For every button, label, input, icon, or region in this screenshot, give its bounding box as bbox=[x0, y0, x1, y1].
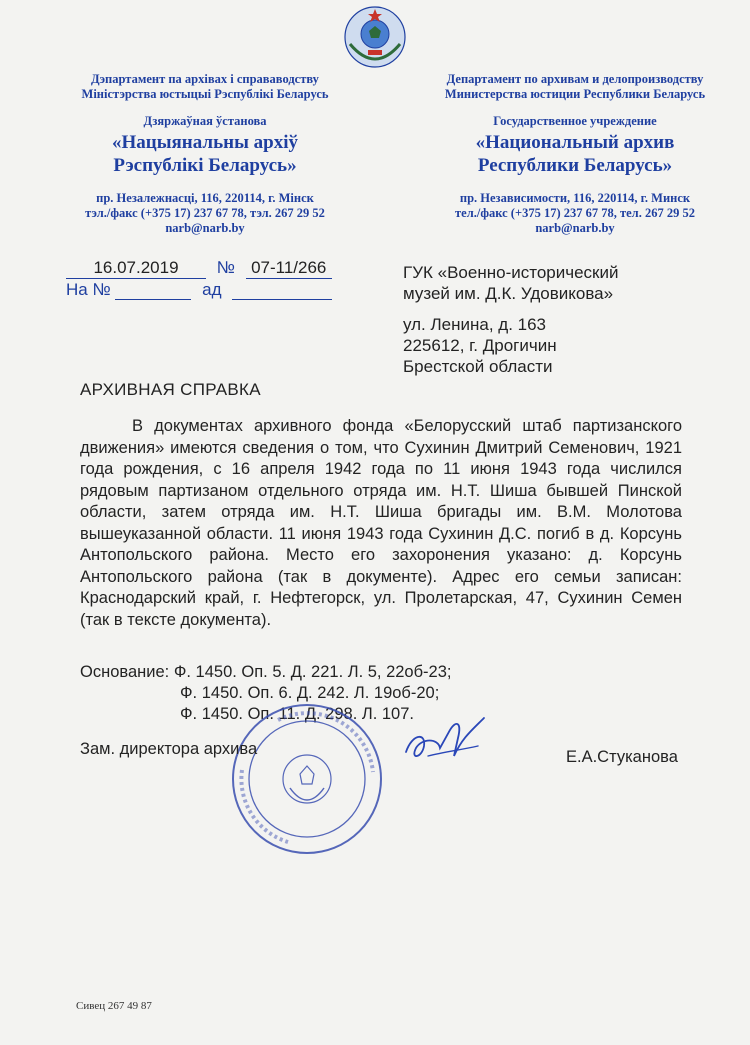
dept-name: Дэпартамент па архівах і справаводству bbox=[91, 72, 319, 86]
phone: тел./факс (+375 17) 237 67 78, тел. 267 29 52 bbox=[455, 206, 695, 220]
letterhead-russian bbox=[410, 72, 740, 236]
basis-ref: Ф. 1450. Оп. 6. Д. 242. Л. 19об-20; bbox=[180, 684, 440, 702]
recipient-line: ГУК «Военно-исторический bbox=[403, 263, 619, 282]
state-emblem-icon bbox=[342, 4, 408, 70]
handwritten-signature bbox=[398, 708, 490, 778]
registration-date: 16.07.2019 bbox=[66, 258, 206, 279]
letterhead-belarusian bbox=[40, 72, 370, 236]
ministry-name: Міністэрства юстыцыі Рэспублікі Беларусь bbox=[81, 87, 329, 101]
reference-from-label: ад bbox=[202, 280, 222, 299]
reference-number-blank bbox=[115, 283, 191, 300]
recipient-line: ул. Ленина, д. 163 bbox=[403, 315, 547, 334]
document-title: АРХИВНАЯ СПРАВКА bbox=[80, 380, 261, 399]
institution-name-line1: «Национальный архив bbox=[475, 132, 675, 153]
address: пр. Независимости, 116, 220114, г. Минск bbox=[459, 191, 691, 205]
recipient-line: Брестской области bbox=[403, 357, 553, 376]
institution-name-line2: Рэспублікі Беларусь» bbox=[113, 155, 297, 176]
recipient-line: 225612, г. Дрогичин bbox=[403, 336, 557, 355]
email: narb@narb.by bbox=[165, 221, 245, 235]
basis-ref: Ф. 1450. Оп. 5. Д. 221. Л. 5, 22об-23; bbox=[173, 663, 452, 681]
signatory-position: Зам. директора архива bbox=[80, 740, 258, 758]
registration-number: 07-11/266 bbox=[246, 258, 332, 279]
recipient-line: музей им. Д.К. Удовикова» bbox=[403, 284, 614, 303]
ministry-name: Министерства юстиции Республики Беларусь bbox=[444, 87, 706, 101]
email: narb@narb.by bbox=[535, 221, 615, 235]
basis-ref: Ф. 1450. Оп. 11. Д. 298. Л. 107. bbox=[180, 705, 414, 723]
certificate-body: В документах архивного фонда «Белорусский штаб партизанского движения» имеются сведения о том, что Сухинин Дмитрий Семенович, 1921 года рождения, с 16 апреля 1942 года по 11 июня 1943 года числился рядовым партизаном отдельного отряда им. Н.Т. Шиша бывшей Пинской области, затем отряда им. Н.Т. Шиша бригады им. В.М. Молотова вышеуказанной области. 11 июня 1943 года Сухинин Д.С. погиб в д. Корсунь Антопольского района. Место его захоронения указано: д. Корсунь Антопольского района (так в документе). Адрес его семьи записан: Краснодарский край, г. Нефтегорск, ул. Пролетарская, 47, Сухинин Семен (так в тексте документа). bbox=[80, 417, 682, 629]
basis-label: Основание: bbox=[80, 663, 170, 681]
institution-name-line1: «Нацыянальны архіў bbox=[111, 132, 299, 153]
dept-name: Департамент по архивам и делопроизводству bbox=[446, 72, 704, 86]
institution-type: Государственное учреждение bbox=[493, 114, 657, 128]
institution-type: Дзяржаўная ўстанова bbox=[143, 114, 267, 128]
executor-footer: Сивец 267 49 87 bbox=[76, 1000, 152, 1012]
official-seal-stamp bbox=[228, 700, 386, 858]
reference-label: На № bbox=[66, 280, 111, 299]
recipient-address bbox=[403, 262, 618, 377]
signatory-name: Е.А.Стуканова bbox=[566, 748, 678, 766]
address: пр. Незалежнасці, 116, 220114, г. Мінск bbox=[96, 191, 314, 205]
reference-line bbox=[66, 280, 332, 300]
number-sign: № bbox=[216, 258, 235, 277]
reference-date-blank bbox=[232, 283, 332, 300]
institution-name-line2: Республики Беларусь» bbox=[477, 155, 673, 176]
phone: тэл./факс (+375 17) 237 67 78, тэл. 267 29 52 bbox=[85, 206, 325, 220]
registration-line bbox=[66, 258, 332, 279]
